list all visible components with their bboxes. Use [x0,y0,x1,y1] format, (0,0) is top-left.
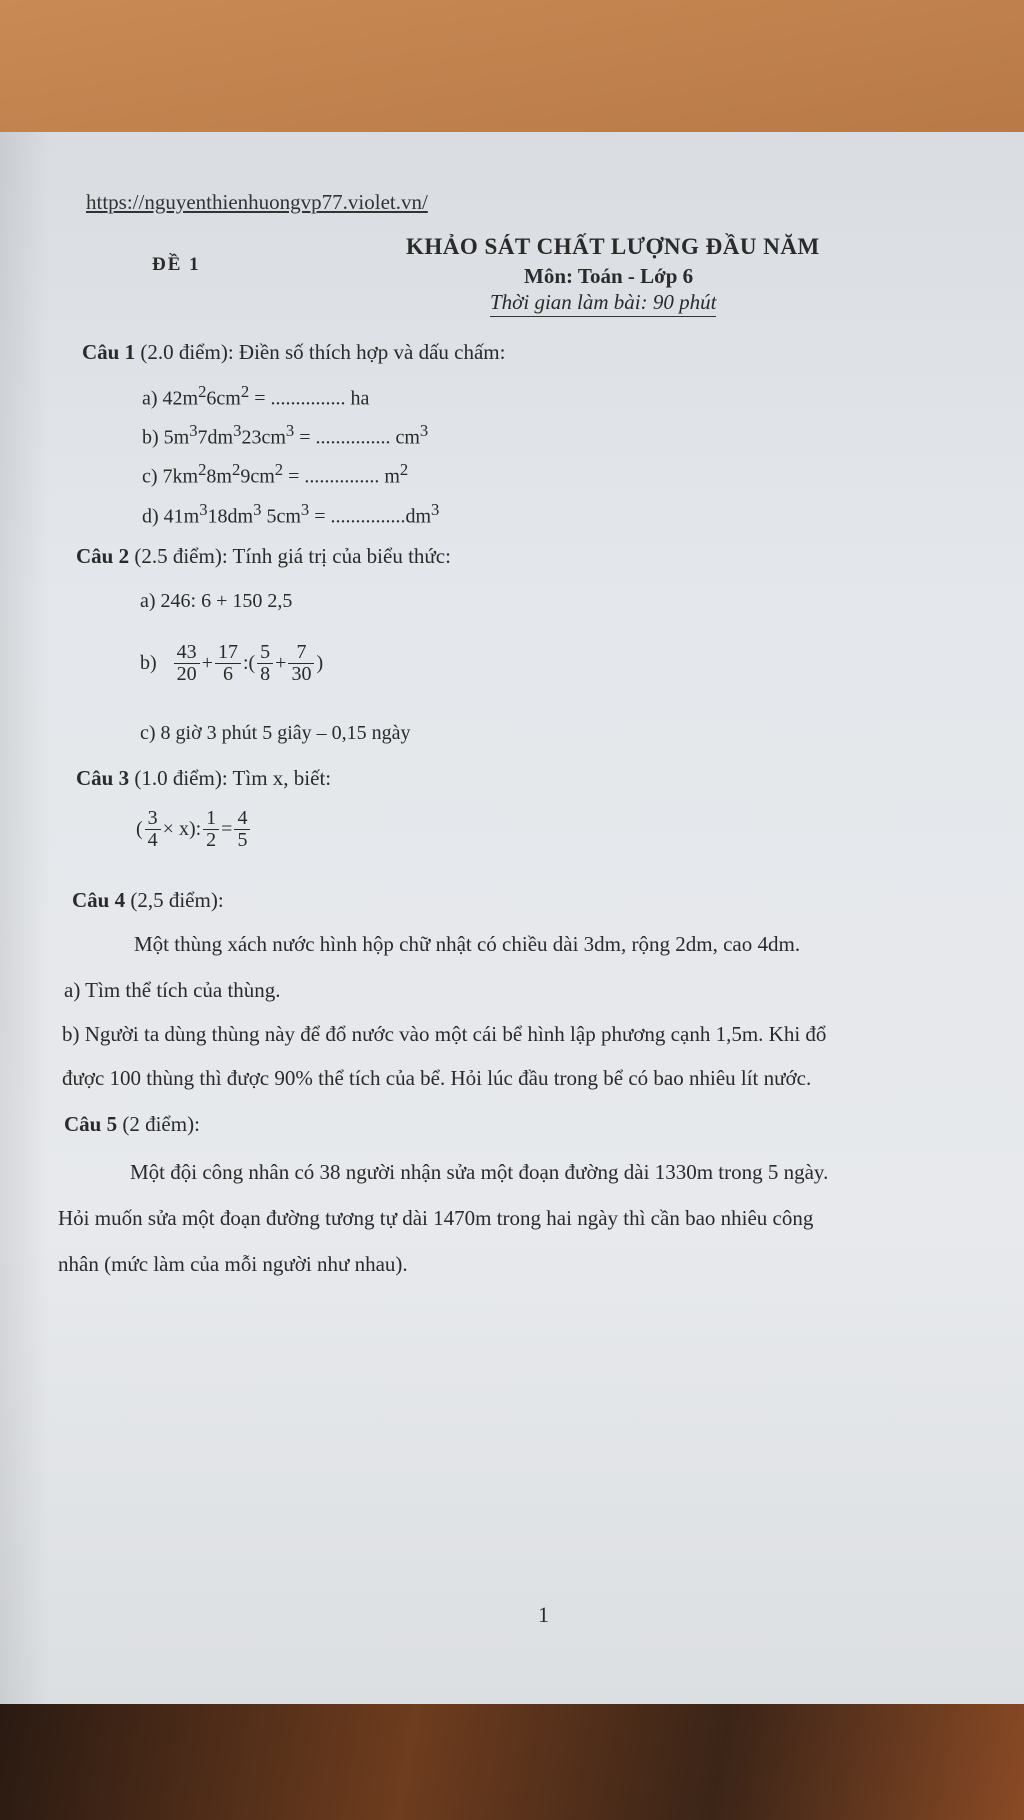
fraction-denominator: 20 [176,663,197,685]
question-1c [142,460,408,489]
question-4-heading [72,888,224,913]
question-3-heading [76,766,331,791]
fraction-numerator: 3 [145,808,161,830]
question-2-label: Câu 2 [76,544,130,568]
fraction [288,642,314,685]
text-fragment: = ............... ha [249,387,370,410]
exam-paper [0,132,1024,1704]
question-4b-line-1: b) Người ta dùng thùng này để đổ nước vào một cái bể hình lập phương cạnh 1,5m. Khi đổ [62,1022,827,1046]
text-fragment: = ............... cm [294,426,420,449]
question-5-label: Câu 5 [64,1112,118,1136]
fraction-numerator: 1 [203,808,219,830]
text-fragment: 3 [419,421,429,440]
question-5-line-3: nhân (mức làm của mỗi người như nhau). [58,1252,408,1276]
floor-background [0,1700,1024,1820]
text-fragment: 5cm [261,505,301,528]
exam-subject: Môn: Toán - Lớp 6 [524,264,694,288]
question-5-line-2: Hỏi muốn sửa một đoạn đường tương tự dài 1470m trong hai ngày thì cần bao nhiêu công [58,1206,814,1230]
fraction [257,642,273,685]
fraction-denominator: 5 [237,829,248,851]
fraction-numerator: 5 [257,642,273,664]
text-fragment: 2 [274,460,284,479]
text-fragment: = ............... m [283,465,400,488]
fraction-denominator: 30 [291,663,312,685]
text-fragment: 6cm [206,387,241,410]
text-fragment: 8m [206,465,232,488]
question-3-equation [136,808,252,851]
fraction-numerator: 43 [174,642,200,664]
question-2b [140,642,323,685]
paper-shadow [0,132,50,1704]
source-url: https://nguyenthienhuongvp77.violet.vn/ [86,190,428,214]
text-fragment: = [221,818,233,840]
text-fragment: d) 41m [142,505,200,528]
text-fragment: c) 7km [142,465,199,488]
text-fragment: + [275,652,287,674]
text-fragment: 3 [300,500,310,519]
exam-title: KHẢO SÁT CHẤT LƯỢNG ĐẦU NĂM [406,234,820,259]
question-4b-line-2: được 100 thùng thì được 90% thể tích của bể. Hỏi lúc đầu trong bể có bao nhiêu lít nước. [62,1066,812,1090]
text-fragment: b) 5m [142,426,190,449]
text-fragment: 2 [399,460,409,479]
question-4a: a) Tìm thể tích của thùng. [64,978,281,1002]
question-4-points: (2,5 điểm): [125,888,224,912]
text-fragment: a) 42m [142,387,199,410]
question-2a: a) 246: 6 + 150 2,5 [140,590,293,612]
fraction-denominator: 6 [222,663,233,685]
text-fragment: ) [316,652,324,674]
fraction-denominator: 2 [206,829,217,851]
fraction [145,808,161,851]
text-fragment: 7dm [197,426,234,449]
text-fragment: × x): [162,818,202,840]
text-fragment: 3 [285,421,295,440]
text-fragment: 2 [198,460,207,479]
question-5-line-1: Một đội công nhân có 38 người nhận sửa một đoạn đường dài 1330m trong 5 ngày. [130,1160,829,1184]
question-4-intro: Một thùng xách nước hình hộp chữ nhật có chiều dài 3dm, rộng 2dm, cao 4dm. [134,932,801,956]
text-fragment: 9cm [240,465,275,488]
text-fragment: b) [140,652,157,674]
text-fragment: 23cm [241,426,286,449]
exam-code: ĐỀ 1 [152,254,201,275]
question-5-points: (2 điểm): [117,1112,200,1136]
question-3-label: Câu 3 [76,766,130,790]
page-number: 1 [538,1602,549,1627]
fraction [234,808,250,851]
question-1d [142,500,439,529]
fraction-denominator: 8 [260,663,271,685]
text-fragment: 3 [253,500,262,519]
text-fragment: 3 [233,421,242,440]
fraction-numerator: 7 [288,642,314,664]
question-1-heading [82,340,505,365]
fraction-numerator: 17 [215,642,241,664]
text-fragment: = ...............dm [309,505,432,528]
question-4-label: Câu 4 [72,888,126,912]
text-fragment: ( [136,818,143,840]
question-1-label: Câu 1 [82,340,136,364]
text-fragment: 18dm [207,505,254,528]
question-5-heading [64,1112,200,1137]
text-fragment: 3 [431,500,440,519]
text-fragment: 3 [199,500,208,519]
question-3-points: (1.0 điểm): Tìm x, biết: [129,766,332,790]
question-1-points: (2.0 điểm): Điền số thích hợp và dấu chấm: [135,340,506,364]
text-fragment: 2 [231,460,241,479]
question-2-heading [76,544,451,569]
fraction-denominator: 4 [147,829,158,851]
fraction [203,808,219,851]
text-fragment: + [201,652,213,674]
question-1a [142,382,369,411]
question-2-points: (2.5 điểm): Tính giá trị của biểu thức: [129,544,451,568]
text-fragment: :( [242,652,256,674]
fraction [215,642,241,685]
exam-duration: Thời gian làm bài: 90 phút [490,290,716,317]
text-fragment: 2 [198,382,207,401]
question-1b [142,421,428,450]
fraction [174,642,200,685]
text-fragment: 3 [189,421,198,440]
question-2c: c) 8 giờ 3 phút 5 giây – 0,15 ngày [140,722,411,744]
fraction-numerator: 4 [234,808,250,830]
text-fragment: 2 [240,382,250,401]
